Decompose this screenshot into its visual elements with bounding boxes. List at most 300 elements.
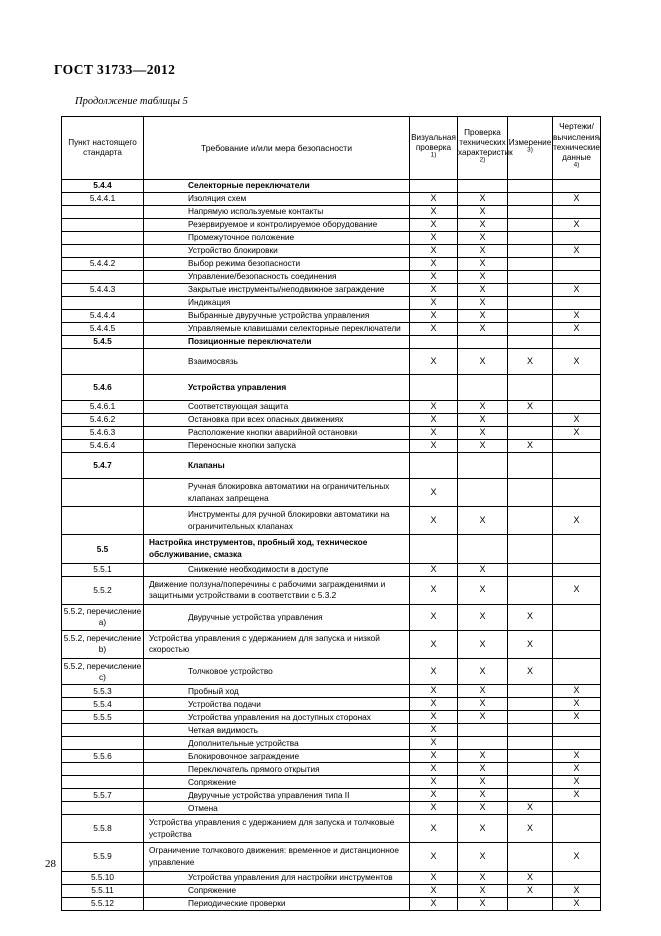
cell-clause: 5.5.12	[62, 897, 144, 910]
cell-requirement: Движение ползуна/поперечины с рабочими заграждениями и защитными устройствами в соответствии с 5.3.2	[144, 576, 410, 604]
cell-visual-mark: X	[410, 724, 458, 737]
cell-clause: 5.5.10	[62, 871, 144, 884]
table-row	[62, 193, 601, 206]
cell-visual-mark: X	[410, 630, 458, 658]
table-row	[62, 284, 601, 297]
table-row	[62, 576, 601, 604]
table-row	[62, 724, 601, 737]
cell-clause	[62, 349, 144, 375]
cell-requirement: Ограничение толчкового движения: временное и дистанционное управление	[144, 843, 410, 871]
cell-clause: 5.4.4.2	[62, 258, 144, 271]
table-row	[62, 336, 601, 349]
cell-drawings-mark	[553, 180, 601, 193]
cell-clause	[62, 724, 144, 737]
cell-clause	[62, 776, 144, 789]
cell-requirement: Резервируемое и контролируемое оборудование	[144, 219, 410, 232]
header-drawings-text: Чертежи/вычисления/технические данные	[553, 122, 602, 163]
cell-requirement: Двуручные устройства управления типа II	[144, 789, 410, 802]
cell-technical-mark: X	[458, 802, 508, 815]
header-visual-check-sup: 1)	[430, 151, 437, 159]
cell-visual-mark: X	[410, 206, 458, 219]
cell-clause: 5.5.3	[62, 685, 144, 698]
cell-drawings-mark: X	[553, 685, 601, 698]
cell-clause: 5.5.8	[62, 815, 144, 843]
cell-measure-mark	[508, 789, 553, 802]
cell-visual-mark: X	[410, 258, 458, 271]
cell-visual-mark: X	[410, 750, 458, 763]
cell-measure-mark: X	[508, 871, 553, 884]
cell-clause: 5.4.4	[62, 180, 144, 193]
cell-drawings-mark	[553, 737, 601, 750]
cell-drawings-mark: X	[553, 897, 601, 910]
cell-requirement: Управляемые клавишами селекторные переключатели	[144, 323, 410, 336]
table-row	[62, 479, 601, 507]
cell-measure-mark	[508, 750, 553, 763]
cell-requirement: Ручная блокировка автоматики на ограничительных клапанах запрещена	[144, 479, 410, 507]
cell-technical-mark: X	[458, 310, 508, 323]
header-visual-check	[410, 117, 458, 180]
cell-clause	[62, 219, 144, 232]
cell-measure-mark	[508, 284, 553, 297]
cell-clause: 5.4.5	[62, 336, 144, 349]
cell-visual-mark: X	[410, 245, 458, 258]
cell-technical-mark	[458, 375, 508, 401]
cell-clause	[62, 763, 144, 776]
cell-drawings-mark: X	[553, 698, 601, 711]
cell-visual-mark: X	[410, 802, 458, 815]
cell-visual-mark: X	[410, 843, 458, 871]
cell-drawings-mark: X	[553, 763, 601, 776]
cell-visual-mark: X	[410, 507, 458, 535]
cell-measure-mark: X	[508, 884, 553, 897]
cell-clause: 5.5.2	[62, 576, 144, 604]
cell-drawings-mark	[553, 297, 601, 310]
table-row	[62, 843, 601, 871]
cell-technical-mark: X	[458, 219, 508, 232]
cell-drawings-mark	[553, 815, 601, 843]
cell-visual-mark: X	[410, 284, 458, 297]
cell-visual-mark	[410, 336, 458, 349]
cell-measure-mark	[508, 776, 553, 789]
table-row	[62, 711, 601, 724]
cell-clause	[62, 232, 144, 245]
cell-technical-mark: X	[458, 871, 508, 884]
header-measurement-sup: 3)	[527, 146, 533, 154]
cell-measure-mark	[508, 507, 553, 535]
cell-technical-mark: X	[458, 750, 508, 763]
cell-measure-mark	[508, 897, 553, 910]
cell-visual-mark: X	[410, 789, 458, 802]
cell-requirement: Периодические проверки	[144, 897, 410, 910]
table-row	[62, 310, 601, 323]
cell-measure-mark	[508, 698, 553, 711]
cell-measure-mark	[508, 180, 553, 193]
cell-measure-mark: X	[508, 349, 553, 375]
cell-technical-mark: X	[458, 659, 508, 685]
cell-drawings-mark	[553, 659, 601, 685]
cell-technical-mark	[458, 180, 508, 193]
cell-drawings-mark: X	[553, 507, 601, 535]
cell-visual-mark: X	[410, 563, 458, 576]
cell-technical-mark: X	[458, 193, 508, 206]
cell-drawings-mark	[553, 630, 601, 658]
cell-measure-mark	[508, 232, 553, 245]
table-body	[62, 180, 601, 911]
table-row	[62, 349, 601, 375]
cell-measure-mark	[508, 535, 553, 563]
table-row	[62, 219, 601, 232]
cell-drawings-mark: X	[553, 427, 601, 440]
cell-technical-mark: X	[458, 698, 508, 711]
cell-requirement: Устройства подачи	[144, 698, 410, 711]
cell-requirement: Закрытые инструменты/неподвижное заграждение	[144, 284, 410, 297]
table-row	[62, 630, 601, 658]
cell-technical-mark: X	[458, 604, 508, 630]
table-row	[62, 427, 601, 440]
cell-drawings-mark	[553, 258, 601, 271]
cell-clause: 5.5.5	[62, 711, 144, 724]
cell-measure-mark	[508, 711, 553, 724]
cell-technical-mark	[458, 479, 508, 507]
table-row	[62, 206, 601, 219]
header-drawings	[553, 117, 601, 180]
cell-measure-mark	[508, 258, 553, 271]
cell-measure-mark	[508, 375, 553, 401]
table-header	[62, 117, 601, 180]
cell-visual-mark	[410, 375, 458, 401]
cell-clause	[62, 737, 144, 750]
cell-visual-mark: X	[410, 604, 458, 630]
cell-drawings-mark: X	[553, 884, 601, 897]
cell-clause: 5.5.7	[62, 789, 144, 802]
cell-technical-mark: X	[458, 284, 508, 297]
cell-technical-mark	[458, 737, 508, 750]
cell-drawings-mark	[553, 336, 601, 349]
cell-clause: 5.4.4.5	[62, 323, 144, 336]
cell-measure-mark	[508, 427, 553, 440]
table-row	[62, 763, 601, 776]
cell-visual-mark: X	[410, 427, 458, 440]
cell-measure-mark	[508, 737, 553, 750]
cell-clause	[62, 245, 144, 258]
cell-requirement: Двуручные устройства управления	[144, 604, 410, 630]
cell-technical-mark: X	[458, 776, 508, 789]
cell-drawings-mark	[553, 440, 601, 453]
cell-drawings-mark: X	[553, 750, 601, 763]
cell-measure-mark	[508, 414, 553, 427]
cell-clause: 5.4.6.4	[62, 440, 144, 453]
cell-measure-mark	[508, 479, 553, 507]
cell-requirement: Взаимосвязь	[144, 349, 410, 375]
cell-visual-mark: X	[410, 815, 458, 843]
cell-technical-mark: X	[458, 401, 508, 414]
cell-technical-mark: X	[458, 507, 508, 535]
cell-clause	[62, 297, 144, 310]
cell-visual-mark: X	[410, 349, 458, 375]
table-header-row	[62, 117, 601, 180]
cell-clause: 5.5	[62, 535, 144, 563]
cell-measure-mark	[508, 763, 553, 776]
cell-requirement: Устройства управления с удержанием для запуска и толчковые устройства	[144, 815, 410, 843]
cell-requirement: Напрямую используемые контакты	[144, 206, 410, 219]
cell-measure-mark	[508, 206, 553, 219]
table-row	[62, 375, 601, 401]
cell-drawings-mark	[553, 479, 601, 507]
table-row	[62, 323, 601, 336]
cell-requirement: Соответствующая защита	[144, 401, 410, 414]
cell-requirement: Позиционные переключатели	[144, 336, 410, 349]
table-row	[62, 258, 601, 271]
cell-visual-mark: X	[410, 440, 458, 453]
cell-technical-mark: X	[458, 884, 508, 897]
cell-clause: 5.4.4.3	[62, 284, 144, 297]
cell-technical-mark: X	[458, 576, 508, 604]
cell-requirement: Управление/безопасность соединения	[144, 271, 410, 284]
cell-visual-mark: X	[410, 884, 458, 897]
cell-requirement: Дополнительные устройства	[144, 737, 410, 750]
cell-clause	[62, 507, 144, 535]
cell-clause: 5.4.6.2	[62, 414, 144, 427]
cell-drawings-mark: X	[553, 310, 601, 323]
header-measurement	[508, 117, 553, 180]
cell-measure-mark	[508, 297, 553, 310]
cell-visual-mark: X	[410, 193, 458, 206]
header-drawings-sup: 4)	[573, 161, 580, 169]
cell-measure-mark	[508, 724, 553, 737]
cell-clause	[62, 479, 144, 507]
cell-measure-mark: X	[508, 815, 553, 843]
table-row	[62, 659, 601, 685]
cell-clause	[62, 206, 144, 219]
cell-requirement: Клапаны	[144, 453, 410, 479]
cell-requirement: Изоляция схем	[144, 193, 410, 206]
cell-requirement: Пробный ход	[144, 685, 410, 698]
cell-visual-mark	[410, 180, 458, 193]
cell-clause: 5.4.6	[62, 375, 144, 401]
header-technical-check	[458, 117, 513, 180]
cell-requirement: Инструменты для ручной блокировки автоматики на ограничительных клапанах	[144, 507, 410, 535]
cell-visual-mark: X	[410, 271, 458, 284]
table-row	[62, 884, 601, 897]
cell-measure-mark	[508, 193, 553, 206]
cell-clause: 5.5.4	[62, 698, 144, 711]
header-technical-check-sup: 2)	[479, 156, 486, 164]
cell-requirement: Четкая видимость	[144, 724, 410, 737]
cell-visual-mark: X	[410, 219, 458, 232]
table-row	[62, 698, 601, 711]
cell-requirement: Остановка при всех опасных движениях	[144, 414, 410, 427]
cell-measure-mark	[508, 323, 553, 336]
table-row	[62, 563, 601, 576]
cell-measure-mark	[508, 245, 553, 258]
cell-drawings-mark: X	[553, 219, 601, 232]
cell-drawings-mark	[553, 453, 601, 479]
cell-technical-mark: X	[458, 815, 508, 843]
cell-technical-mark	[458, 535, 508, 563]
table-row	[62, 802, 601, 815]
cell-measure-mark	[508, 310, 553, 323]
cell-drawings-mark	[553, 206, 601, 219]
table-row	[62, 685, 601, 698]
cell-measure-mark	[508, 271, 553, 284]
cell-visual-mark: X	[410, 414, 458, 427]
cell-requirement: Сопряжение	[144, 776, 410, 789]
cell-drawings-mark: X	[553, 843, 601, 871]
table-row	[62, 232, 601, 245]
table-row	[62, 507, 601, 535]
cell-technical-mark: X	[458, 685, 508, 698]
cell-measure-mark: X	[508, 659, 553, 685]
header-requirement: Требование и/или мера безопасности	[144, 117, 410, 180]
cell-requirement: Блокировочное заграждение	[144, 750, 410, 763]
cell-visual-mark: X	[410, 698, 458, 711]
cell-measure-mark	[508, 563, 553, 576]
cell-drawings-mark: X	[553, 776, 601, 789]
cell-clause: 5.5.2, перечисление с)	[62, 659, 144, 685]
cell-technical-mark: X	[458, 206, 508, 219]
cell-technical-mark: X	[458, 763, 508, 776]
cell-technical-mark: X	[458, 414, 508, 427]
cell-visual-mark: X	[410, 871, 458, 884]
cell-technical-mark: X	[458, 258, 508, 271]
cell-drawings-mark	[553, 724, 601, 737]
cell-visual-mark: X	[410, 763, 458, 776]
cell-clause	[62, 271, 144, 284]
cell-clause: 5.4.4.4	[62, 310, 144, 323]
cell-drawings-mark	[553, 535, 601, 563]
table-row	[62, 737, 601, 750]
cell-technical-mark: X	[458, 789, 508, 802]
cell-measure-mark: X	[508, 440, 553, 453]
cell-visual-mark: X	[410, 711, 458, 724]
cell-drawings-mark: X	[553, 193, 601, 206]
cell-clause: 5.5.9	[62, 843, 144, 871]
cell-measure-mark	[508, 685, 553, 698]
cell-drawings-mark: X	[553, 284, 601, 297]
cell-measure-mark	[508, 219, 553, 232]
cell-visual-mark: X	[410, 776, 458, 789]
table-row	[62, 776, 601, 789]
cell-drawings-mark: X	[553, 711, 601, 724]
cell-clause: 5.5.11	[62, 884, 144, 897]
header-clause: Пункт настоящего стандарта	[62, 117, 144, 180]
cell-visual-mark: X	[410, 737, 458, 750]
cell-visual-mark	[410, 453, 458, 479]
cell-measure-mark	[508, 843, 553, 871]
table-row	[62, 440, 601, 453]
cell-clause	[62, 802, 144, 815]
cell-clause: 5.5.1	[62, 563, 144, 576]
cell-measure-mark	[508, 576, 553, 604]
table-row	[62, 297, 601, 310]
cell-technical-mark: X	[458, 711, 508, 724]
cell-clause: 5.5.2, перечисление а)	[62, 604, 144, 630]
cell-visual-mark: X	[410, 232, 458, 245]
cell-clause: 5.5.6	[62, 750, 144, 763]
cell-requirement: Устройства управления для настройки инструментов	[144, 871, 410, 884]
cell-technical-mark: X	[458, 563, 508, 576]
cell-technical-mark: X	[458, 232, 508, 245]
cell-drawings-mark	[553, 604, 601, 630]
cell-drawings-mark: X	[553, 576, 601, 604]
cell-technical-mark: X	[458, 630, 508, 658]
table-row	[62, 180, 601, 193]
table-row	[62, 897, 601, 910]
cell-visual-mark: X	[410, 659, 458, 685]
table-row	[62, 401, 601, 414]
cell-visual-mark: X	[410, 897, 458, 910]
cell-technical-mark: X	[458, 245, 508, 258]
cell-technical-mark: X	[458, 843, 508, 871]
cell-technical-mark: X	[458, 271, 508, 284]
cell-visual-mark: X	[410, 479, 458, 507]
cell-drawings-mark: X	[553, 414, 601, 427]
cell-measure-mark	[508, 336, 553, 349]
cell-drawings-mark	[553, 401, 601, 414]
table-row	[62, 815, 601, 843]
header-visual-check-text: Визуальная проверка	[411, 132, 456, 152]
cell-requirement: Сопряжение	[144, 884, 410, 897]
header-measurement-text: Измерение	[508, 137, 552, 147]
cell-clause: 5.4.7	[62, 453, 144, 479]
cell-technical-mark: X	[458, 440, 508, 453]
cell-technical-mark	[458, 724, 508, 737]
page-number: 28	[45, 858, 56, 870]
cell-clause: 5.4.6.1	[62, 401, 144, 414]
cell-technical-mark: X	[458, 323, 508, 336]
header-technical-check-text: Проверка технических характеристик	[458, 127, 513, 157]
cell-technical-mark	[458, 453, 508, 479]
cell-technical-mark: X	[458, 427, 508, 440]
cell-requirement: Снижение необходимости в доступе	[144, 563, 410, 576]
cell-technical-mark: X	[458, 897, 508, 910]
cell-requirement: Индикация	[144, 297, 410, 310]
cell-technical-mark: X	[458, 297, 508, 310]
cell-technical-mark	[458, 336, 508, 349]
cell-clause: 5.5.2, перечисление b)	[62, 630, 144, 658]
standard-number: ГОСТ 31733—2012	[54, 62, 176, 77]
cell-visual-mark	[410, 535, 458, 563]
table-row	[62, 604, 601, 630]
cell-requirement: Выбранные двуручные устройства управления	[144, 310, 410, 323]
cell-drawings-mark: X	[553, 245, 601, 258]
cell-requirement: Переносные кнопки запуска	[144, 440, 410, 453]
cell-measure-mark: X	[508, 401, 553, 414]
cell-drawings-mark	[553, 871, 601, 884]
cell-drawings-mark: X	[553, 789, 601, 802]
cell-visual-mark: X	[410, 576, 458, 604]
cell-requirement: Настройка инструментов, пробный ход, техническое обслуживание, смазка	[144, 535, 410, 563]
table-row	[62, 789, 601, 802]
cell-technical-mark: X	[458, 349, 508, 375]
table-row	[62, 453, 601, 479]
cell-measure-mark: X	[508, 604, 553, 630]
cell-drawings-mark	[553, 802, 601, 815]
table-row	[62, 245, 601, 258]
cell-requirement: Устройства управления с удержанием для запуска и низкой скоростью	[144, 630, 410, 658]
cell-drawings-mark: X	[553, 323, 601, 336]
cell-drawings-mark	[553, 232, 601, 245]
cell-measure-mark: X	[508, 630, 553, 658]
table-row	[62, 871, 601, 884]
cell-requirement: Промежуточное положение	[144, 232, 410, 245]
cell-requirement: Переключатель прямого открытия	[144, 763, 410, 776]
cell-requirement: Устройство блокировки	[144, 245, 410, 258]
cell-requirement: Отмена	[144, 802, 410, 815]
cell-drawings-mark	[553, 271, 601, 284]
cell-visual-mark: X	[410, 323, 458, 336]
cell-drawings-mark	[553, 563, 601, 576]
